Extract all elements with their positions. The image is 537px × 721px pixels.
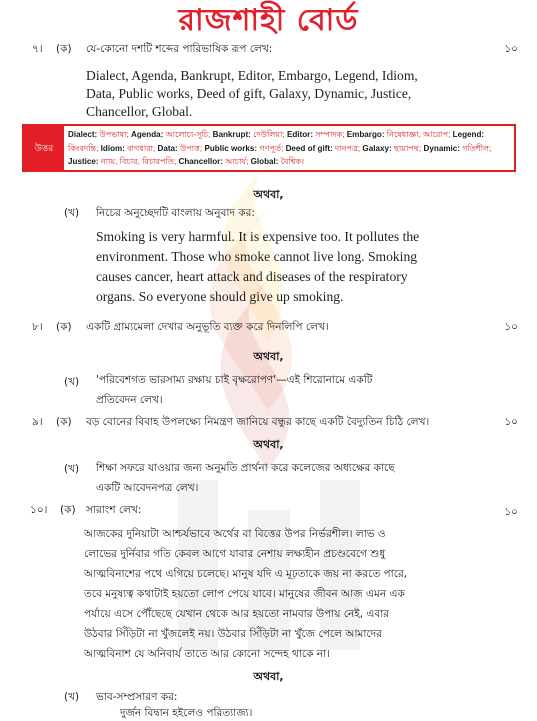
q9-marks: ১০ <box>504 416 518 428</box>
answer-value: উপাত্ত; <box>180 143 203 153</box>
q10-marks: ১০ <box>504 506 518 518</box>
answer-term: Embargo: <box>346 130 385 139</box>
answer-term: Public works: <box>204 143 258 153</box>
or-divider: অথবা, <box>253 350 284 363</box>
q9-part-kha: (খ) <box>64 463 80 475</box>
q7-prompt: যে-কোনো দশটি শব্দের পারিভাষিক রূপ লেখ: <box>86 43 273 55</box>
para-line-2: environment. Those who smoke cannot live long. Smoking <box>96 249 418 264</box>
q8-part-kha: (খ) <box>64 376 80 388</box>
q7-kha-prompt: নিচের অনুচ্ছেদটি বাংলায় অনুবাদ কর: <box>96 207 255 219</box>
answer-term: Chancellor: <box>178 157 224 167</box>
q7-words-line-1: Dialect, Agenda, Bankrupt, Editor, Embargo, Legend, Idiom, <box>86 68 418 83</box>
answer-term: Global: <box>250 157 279 167</box>
q10-kha-quote: দুর্জন বিদ্বান হইলেও পরিত্যাজ্য। <box>120 707 253 719</box>
q9-kha-line-2: একটি আবেদনপত্র লেখ। <box>96 482 199 494</box>
q9-number: ৯। <box>32 416 43 428</box>
board-title: রাজশাহী বোর্ড <box>178 3 359 38</box>
or-divider: অথবা, <box>253 188 284 201</box>
q9-prompt: বড় বোনের বিবাহ উপলক্ষ্যে নিমন্ত্রণ জানিয়ে বন্ধুর কাছে একটি বৈদ্যুতিন চিঠি লেখ। <box>86 416 430 428</box>
answer-value: গতিশীল; <box>462 143 492 153</box>
summary-line: উঠবার সিঁড়িটা না খুঁজলেই নয়। উঠবার সিঁড়িটা না খুঁজে পেলে আমাদের <box>84 628 382 640</box>
summary-line: লোভের দুর্নিবার গতি কেবল আগে যাবার নেশায় লক্ষ্যহীন প্রচণ্ডবেগে শুধু <box>84 548 386 560</box>
summary-line: আত্মবিনাশ যে অনিবার্য তাতে আর কোনো সন্দেহ থাকে না। <box>84 648 330 660</box>
q7-number: ৭। <box>32 43 43 55</box>
answer-value: দেউলিয়া; <box>253 130 285 139</box>
q9-kha-line-1: শিক্ষা সফরে যাওয়ার জন্য অনুমতি প্রার্থনা করে কলেজের অধ্যক্ষের কাছে <box>96 462 395 474</box>
answer-term: Data: <box>157 143 178 153</box>
q10-kha-prompt: ভাব-সম্প্রসারণ কর: <box>96 691 178 703</box>
answer-value: বাগধারা; <box>127 143 156 153</box>
answer-value: কিংবদন্তি; <box>68 143 99 153</box>
summary-line: আত্মবিনাশের পথে এগিয়ে চলেছে। মানুষ যদি এ মূঢ়তাকে জয় না করতে পারে, <box>84 568 408 580</box>
answer-term: Editor: <box>286 130 314 139</box>
answer-value: আলোচ্য-সূচি; <box>165 130 211 139</box>
q10-part-ka: (ক) <box>60 504 76 516</box>
answer-value: আচার্য; <box>225 157 249 167</box>
answer-term: Idiom: <box>100 143 125 153</box>
q7-words-line-3: Chancellor, Global. <box>86 104 193 119</box>
answer-value: ন্যায়, বিচার, বিচারপতি; <box>100 157 177 167</box>
answer-term: Agenda: <box>131 130 164 139</box>
answer-value: দানপত্র; <box>335 143 361 153</box>
para-line-3: causes cancer, heart attack and diseases of the respiratory <box>96 269 408 284</box>
or-divider: অথবা, <box>253 438 284 451</box>
answer-value: সম্পাদক; <box>315 130 345 139</box>
answer-label: উত্তর <box>24 126 64 170</box>
answer-box <box>22 124 516 172</box>
answer-term: Justice: <box>68 157 99 167</box>
summary-line: পর্যায়ে এসে পৌঁছেছে যেখান থেকে আর হয়তো নামবার উপায় নেই, এবার <box>84 608 390 620</box>
summary-line: তবে মনুষ্যত্ব কথাটাই হয়তো লোপ পেয়ে যাবে। মানুষের জীবন আজ এমন এক <box>84 588 405 600</box>
answer-term: Deed of gift: <box>285 143 333 153</box>
q7-marks: ১০ <box>504 43 518 55</box>
para-line-1: Smoking is very harmful. It is expensive too. It pollutes the <box>96 229 420 244</box>
q8-kha-line-1: 'পরিবেশগত ভারসাম্য রক্ষায় চাই বৃক্ষরোপণ'—এই শিরোনামে একটি <box>96 374 373 386</box>
q9-part-ka: (ক) <box>56 416 72 428</box>
q7-words-line-2: Data, Public works, Deed of gift, Galaxy, Dynamic, Justice, <box>86 86 412 101</box>
summary-line: আজকের দুনিয়াটা আশ্চর্যভাবে অর্থের বা বিত্তের উপর নির্ভরশীল। লাভ ও <box>84 528 386 540</box>
answer-term: Dialect: <box>68 130 98 139</box>
q8-part-ka: (ক) <box>56 321 72 333</box>
answer-term: Bankrupt: <box>212 130 251 139</box>
q8-kha-line-2: প্রতিবেদন লেখ। <box>96 394 163 406</box>
q10-part-kha: (খ) <box>64 691 80 703</box>
answer-value: বৈশ্বিক। <box>280 157 305 167</box>
q8-marks: ১০ <box>504 321 518 333</box>
q10-number: ১০। <box>30 504 48 516</box>
answer-text <box>68 128 514 169</box>
q7-part-ka: (ক) <box>56 43 72 55</box>
answer-term: Galaxy: <box>362 143 392 153</box>
q8-prompt: একটি গ্রাম্যমেলা দেখার অনুভূতি ব্যক্ত করে দিনলিপি লেখ। <box>86 321 329 333</box>
para-line-4: organs. So everyone should give up smoking. <box>96 289 344 304</box>
answer-value: গণপূর্ত; <box>259 143 284 153</box>
q7-part-kha: (খ) <box>64 207 80 219</box>
answer-term: Dynamic: <box>423 143 460 153</box>
answer-value: ছায়াপথ; <box>393 143 422 153</box>
answer-value: নিষেধাজ্ঞা, আরোপ; <box>386 130 451 139</box>
or-divider: অথবা, <box>253 670 284 683</box>
answer-term: Legend: <box>452 130 485 139</box>
q10-prompt: সারাংশ লেখ: <box>86 504 142 516</box>
answer-value: উপভাষা; <box>99 130 129 139</box>
q8-number: ৮। <box>32 321 43 333</box>
